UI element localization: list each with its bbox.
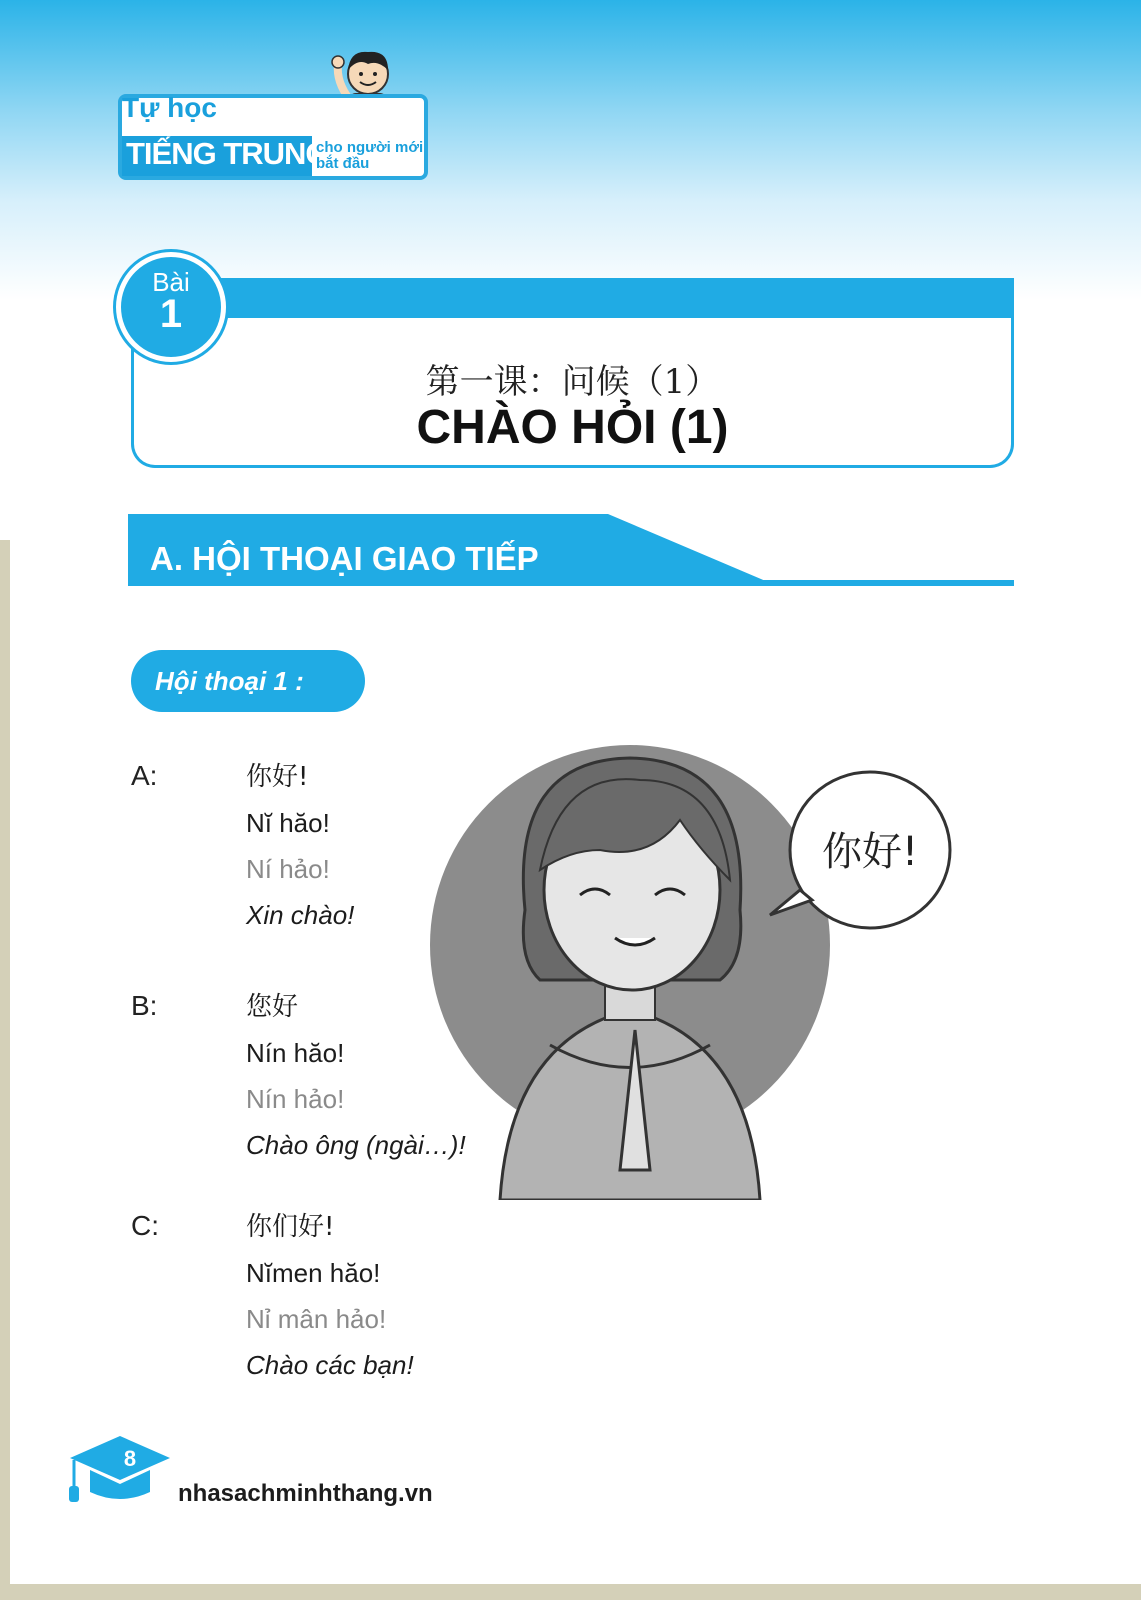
logo-line2: TIẾNG TRUNG [126,136,329,171]
pinyin-line: Nĭ hăo! [246,808,330,838]
section-title: A. HỘI THOẠI GIAO TIẾP [150,540,539,577]
pinyin-line: Nĭmen hăo! [246,1258,381,1288]
speaker-c: C: [131,1210,159,1241]
logo-line1: Tự học [122,92,217,123]
greeting-woman-illustration [400,740,1000,1200]
dialogue-entry-c [246,1204,414,1388]
speaker-b: B: [131,990,158,1021]
translation-line: Chào ông (ngài…)! [246,1130,466,1160]
dialogue-label: Hội thoại 1 : [131,650,365,712]
translation-line: Chào các bạn! [246,1350,414,1380]
speech-bubble-text: 你好! [821,829,919,875]
chinese-line: 你好! [246,762,309,792]
translation-line: Xin chào! [246,900,355,930]
pronunciation-line: Nỉ mân hảo! [246,1304,387,1334]
pronunciation-line: Ní hảo! [246,854,330,884]
lesson-label: Bài [152,267,190,297]
pinyin-line: Nín hăo! [246,1038,345,1068]
pronunciation-line: Nín hảo! [246,1084,345,1114]
page-edge-left [0,540,10,1600]
lesson-title-chinese: 第一课：问候（1） [425,362,720,402]
page-edge-bottom [0,1584,1141,1600]
website-link[interactable]: nhasachminhthang.vn [178,1480,433,1507]
lesson-title-vietnamese: CHÀO HỎI (1) [416,401,729,454]
lesson-number: 1 [159,292,183,336]
dialogue-entry-b [246,984,466,1168]
dialogue-entry-a [246,754,354,938]
chinese-line: 你们好! [246,1212,335,1242]
page-number: 8 [123,1446,137,1471]
speaker-a: A: [131,760,158,791]
book-logo [118,44,430,184]
lesson-badge [116,252,226,362]
logo-line3: cho người mới bắt đầu [316,139,424,172]
chinese-line: 您好 [246,992,299,1022]
